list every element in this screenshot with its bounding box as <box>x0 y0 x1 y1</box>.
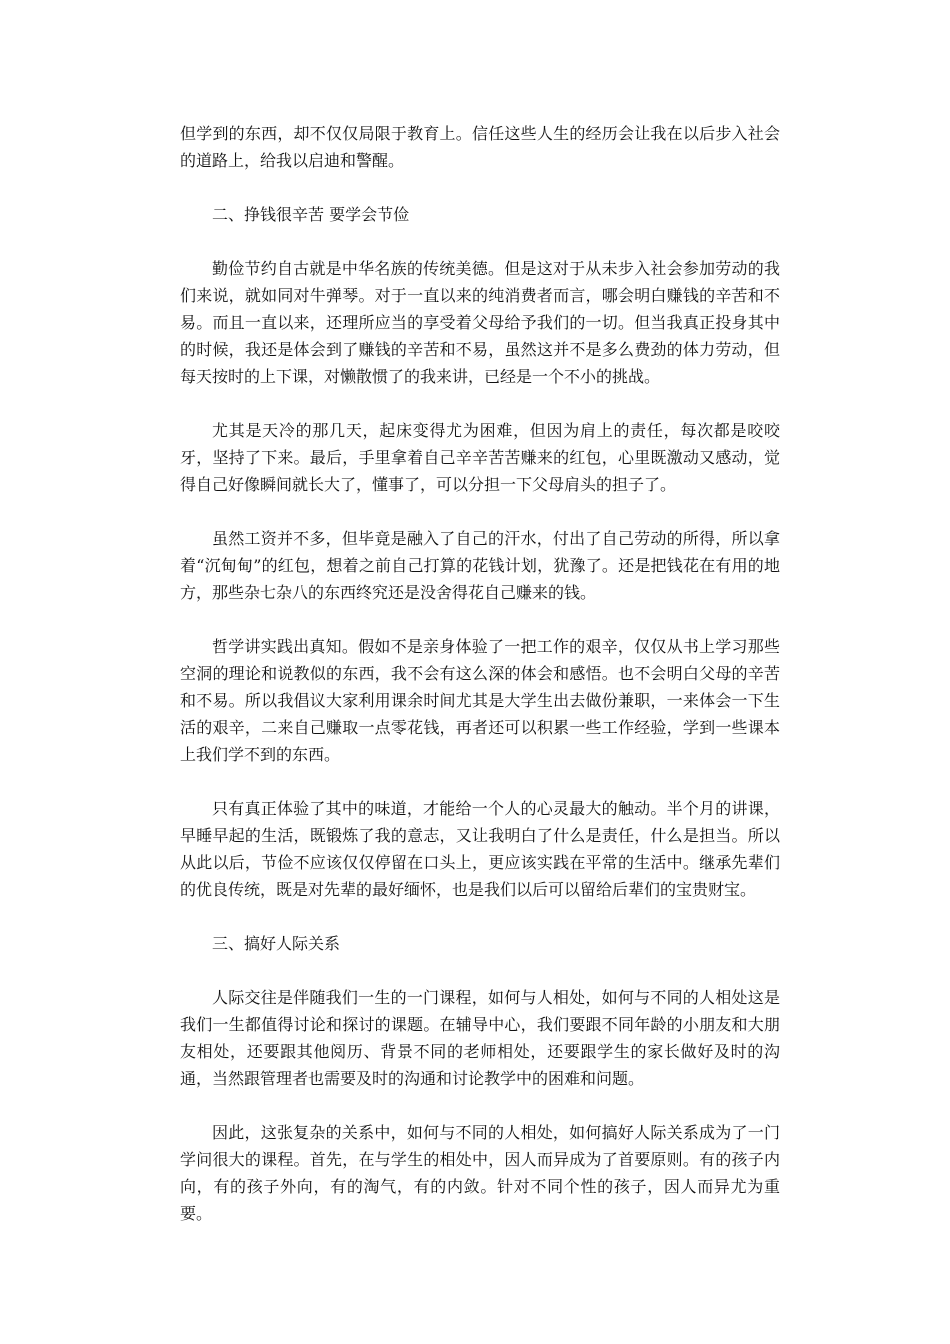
paragraph-gap <box>180 228 780 255</box>
paragraph: 因此，这张复杂的关系中，如何与不同的人相处，如何搞好人际关系成为了一门学问很大的课程。首先，在与学生的相处中，因人而异成为了首要原则。有的孩子内向，有的孩子外向，有的淘气，有的内敛。针对不同个性的孩子，因人而异尤为重要。 <box>180 1123 780 1223</box>
paragraph: 勤俭节约自古就是中华名族的传统美德。但是这对于从未步入社会参加劳动的我们来说，就如同对牛弹琴。对于一直以来的纯消费者而言，哪会明白赚钱的辛苦和不易。而且一直以来，还理所应当的享受着父母给予我们的一切。但当我真正投身其中的时候，我还是体会到了赚钱的辛苦和不易，虽然这并不是多么费劲的体力劳动，但每天按时的上下课，对懒散惯了的我来讲，已经是一个不小的挑战。 <box>180 259 780 386</box>
paragraph: 尤其是天冷的那几天，起床变得尤为困难，但因为肩上的责任，每次都是咬咬牙，坚持了下来。最后，手里拿着自己辛辛苦苦赚来的红包，心里既激动又感动，觉得自己好像瞬间就长大了，懂事了，可以分担一下父母肩头的担子了。 <box>180 421 780 494</box>
paragraph-continuation: 但学到的东西，却不仅仅局限于教育上。信任这些人生的经历会让我在以后步入社会的道路上，给我以启迪和警醒。 <box>180 124 780 170</box>
paragraph-gap <box>180 1092 780 1119</box>
paragraph: 只有真正体验了其中的味道，才能给一个人的心灵最大的触动。半个月的讲课，早睡早起的生活，既锻炼了我的意志，又让我明白了什么是责任，什么是担当。所以从此以后，节俭不应该仅仅停留在口头上，更应该实践在平常的生活中。继承先辈们的优良传统，既是对先辈的最好缅怀，也是我们以后可以留给后辈们的宝贵财宝。 <box>180 799 780 899</box>
paragraph-gap <box>180 498 780 525</box>
paragraph-gap <box>180 174 780 201</box>
paragraph: 哲学讲实践出真知。假如不是亲身体验了一把工作的艰辛，仅仅从书上学习那些空洞的理论和说教似的东西，我不会有这么深的体会和感悟。也不会明白父母的辛苦和不易。所以我倡议大家利用课余时间尤其是大学生出去做份兼职，一来体会一下生活的艰辛，二来自己赚取一点零花钱，再者还可以积累一些工作经验，学到一些课本上我们学不到的东西。 <box>180 637 780 764</box>
paragraph: 人际交往是伴随我们一生的一门课程，如何与人相处，如何与不同的人相处这是我们一生都值得讨论和探讨的课题。在辅导中心，我们要跟不同年龄的小朋友和大朋友相处，还要跟其他阅历、背景不同的老师相处，还要跟学生的家长做好及时的沟通，当然跟管理者也需要及时的沟通和讨论教学中的困难和问题。 <box>180 988 780 1088</box>
paragraph-gap <box>180 768 780 795</box>
section-heading-2: 二、挣钱很辛苦 要学会节俭 <box>212 205 410 224</box>
paragraph-gap <box>180 606 780 633</box>
document-page <box>180 120 780 1227</box>
section-heading-3: 三、搞好人际关系 <box>212 934 341 953</box>
paragraph-gap <box>180 390 780 417</box>
paragraph: 虽然工资并不多，但毕竟是融入了自己的汗水，付出了自己劳动的所得，所以拿着“沉甸甸”的红包，想着之前自己打算的花钱计划，犹豫了。还是把钱花在有用的地方，那些杂七杂八的东西终究还是没舍得花自己赚来的钱。 <box>180 529 780 602</box>
paragraph-gap <box>180 957 780 984</box>
paragraph-gap <box>180 903 780 930</box>
